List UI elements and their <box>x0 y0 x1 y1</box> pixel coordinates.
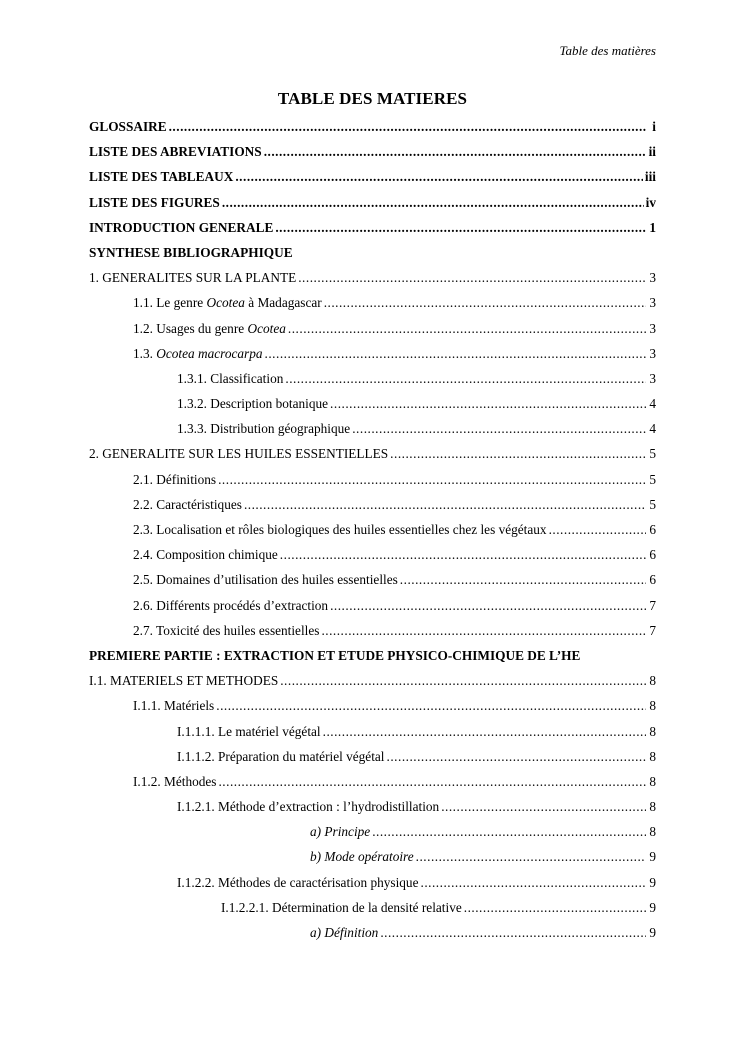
toc-entry[interactable] <box>89 142 656 167</box>
toc-entry-label: I.1.1.1. Le matériel végétal <box>177 723 321 739</box>
toc-entry-label: a) Principe <box>310 824 371 840</box>
running-header: Table des matières <box>559 43 656 58</box>
toc-entry-page-number: 5 <box>649 446 656 462</box>
toc-entry[interactable] <box>89 495 656 520</box>
leader-dots <box>324 293 646 313</box>
toc-entry[interactable] <box>89 722 656 747</box>
leader-dots <box>549 520 646 540</box>
toc-entry[interactable] <box>89 596 656 621</box>
leader-dots <box>321 621 646 641</box>
toc-entry-label: 2.7. Toxicité des huiles essentielles <box>133 622 320 638</box>
toc-entry-page-number: 5 <box>649 471 656 487</box>
toc-entry[interactable] <box>89 923 656 948</box>
toc-entry[interactable] <box>89 470 656 495</box>
toc-entry[interactable] <box>89 117 656 142</box>
toc-entry[interactable] <box>89 218 656 243</box>
toc-entry[interactable] <box>89 898 656 923</box>
leader-dots <box>265 344 646 364</box>
toc-entry-label: I.1.2.2.1. Détermination de la densité relative <box>221 899 462 915</box>
toc-entry-page-number: iii <box>644 169 656 185</box>
toc-entry-page-number: 6 <box>649 547 656 563</box>
toc-entry[interactable] <box>89 419 656 444</box>
toc-entry-label: 1.3. Ocotea macrocarpa <box>133 345 263 361</box>
leader-dots <box>280 671 646 691</box>
toc-entry-page-number: 7 <box>649 597 656 613</box>
toc-entry[interactable] <box>89 444 656 469</box>
page-title: TABLE DES MATIERES <box>277 89 468 108</box>
toc-entry-page-number: 3 <box>649 345 656 361</box>
toc-entry-label: LISTE DES FIGURES <box>89 194 220 210</box>
toc-entry-label: PREMIERE PARTIE : EXTRACTION ET ETUDE PHYSICO-CHIMIQUE DE L’HE <box>89 647 581 663</box>
toc-entry-page-number: 8 <box>649 748 656 764</box>
leader-dots <box>169 117 646 137</box>
toc-entry-label: I.1.2. Méthodes <box>133 773 217 789</box>
toc-entry-label: 1.3.3. Distribution géographique <box>177 421 351 437</box>
toc-entry[interactable] <box>89 822 656 847</box>
toc-entry-label: 1.3.1. Classification <box>177 370 284 386</box>
toc-entry-label: 1.3.2. Description botanique <box>177 396 329 412</box>
toc-entry[interactable] <box>89 394 656 419</box>
toc-entry[interactable] <box>89 646 656 671</box>
toc-entry-label: 2.5. Domaines d’utilisation des huiles essentielles <box>133 572 398 588</box>
toc-entry-page-number: 8 <box>649 698 656 714</box>
toc-entry-page-number: 3 <box>649 270 656 286</box>
toc-entry-label: I.1.1.2. Préparation du matériel végétal <box>177 748 385 764</box>
leader-dots <box>235 167 643 187</box>
toc-entry-label: 2.1. Définitions <box>133 471 217 487</box>
toc-entry-label: 1.1. Le genre Ocotea à Madagascar <box>133 295 322 311</box>
leader-dots <box>323 722 646 742</box>
toc-entry-page-number: 6 <box>649 572 656 588</box>
toc-entry-page-number: 8 <box>649 799 656 815</box>
toc-entry-page-number: 4 <box>649 396 656 412</box>
toc-entry-page-number: 4 <box>649 421 656 437</box>
leader-dots <box>330 596 646 616</box>
leader-dots <box>218 470 646 490</box>
leader-dots <box>352 419 646 439</box>
toc-entry[interactable] <box>89 772 656 797</box>
toc-entry[interactable] <box>89 193 656 218</box>
toc-entry-label: GLOSSAIRE <box>89 119 167 134</box>
leader-dots <box>330 394 646 414</box>
leader-dots <box>441 797 646 817</box>
leader-dots <box>285 369 646 389</box>
toc-entry-label: I.1.1. Matériels <box>133 698 215 714</box>
toc-entry[interactable] <box>89 570 656 595</box>
leader-dots <box>275 218 646 238</box>
toc-entry-label: I.1. MATERIELS ET METHODES <box>89 673 279 689</box>
leader-dots <box>421 873 647 893</box>
leader-dots <box>298 268 646 288</box>
leader-dots <box>464 898 646 918</box>
toc-entry[interactable] <box>89 797 656 822</box>
toc-entry-label: 2.6. Différents procédés d’extraction <box>133 597 329 613</box>
toc-entry[interactable] <box>89 319 656 344</box>
leader-dots <box>280 545 646 565</box>
table-of-contents <box>89 117 656 948</box>
toc-entry[interactable] <box>89 243 656 268</box>
toc-entry-label: LISTE DES ABREVIATIONS <box>89 144 262 160</box>
leader-dots <box>390 444 646 464</box>
toc-entry[interactable] <box>89 873 656 898</box>
toc-entry-page-number: 3 <box>649 295 656 311</box>
toc-entry[interactable] <box>89 520 656 545</box>
toc-entry[interactable] <box>89 671 656 696</box>
toc-entry-page-number: i <box>652 119 656 134</box>
toc-entry-page-number: 9 <box>649 925 656 940</box>
toc-entry[interactable] <box>89 545 656 570</box>
toc-entry[interactable] <box>89 747 656 772</box>
toc-entry[interactable] <box>89 621 656 646</box>
toc-entry-label: LISTE DES TABLEAUX <box>89 169 234 185</box>
leader-dots <box>288 319 646 339</box>
toc-entry[interactable] <box>89 344 656 369</box>
toc-entry[interactable] <box>89 696 656 721</box>
toc-entry-page-number: 8 <box>649 723 656 739</box>
toc-entry-page-number: 9 <box>649 899 656 915</box>
leader-dots <box>400 570 646 590</box>
toc-entry-label: SYNTHESE BIBLIOGRAPHIQUE <box>89 244 293 260</box>
leader-dots <box>216 696 646 716</box>
toc-entry[interactable] <box>89 847 656 872</box>
toc-entry-label: 2.2. Caractéristiques <box>133 496 242 512</box>
toc-entry-label: I.1.2.1. Méthode d’extraction : l’hydrodistillation <box>177 799 440 815</box>
leader-dots <box>244 495 646 515</box>
toc-entry-page-number: 3 <box>649 320 656 336</box>
toc-entry[interactable] <box>89 167 656 192</box>
toc-entry-label: 2.3. Localisation et rôles biologiques des huiles essentielles chez les végétaux <box>133 522 547 537</box>
toc-entry-page-number: 9 <box>649 849 656 865</box>
toc-entry-page-number: iv <box>645 194 656 210</box>
toc-entry-page-number: 3 <box>649 370 656 386</box>
toc-entry[interactable] <box>89 293 656 318</box>
toc-entry-label: 2.4. Composition chimique <box>133 547 278 563</box>
toc-entry-label: b) Mode opératoire <box>310 849 414 865</box>
toc-entry-page-number: 7 <box>649 622 656 638</box>
toc-entry-label: INTRODUCTION GENERALE <box>89 219 274 235</box>
toc-entry-page-number: 1 <box>649 219 656 235</box>
toc-entry-label: a) Définition <box>310 925 379 940</box>
toc-entry-page-number: 5 <box>649 496 656 512</box>
leader-dots <box>387 747 646 767</box>
leader-dots <box>264 142 646 162</box>
toc-entry-page-number: 8 <box>649 824 656 840</box>
toc-entry-label: I.1.2.2. Méthodes de caractérisation physique <box>177 874 419 890</box>
toc-entry-page-number: ii <box>648 144 656 160</box>
toc-entry-page-number: 9 <box>649 874 656 890</box>
leader-dots <box>218 772 646 792</box>
toc-entry-label: 1. GENERALITES SUR LA PLANTE <box>89 270 297 286</box>
toc-entry-page-number: 8 <box>649 773 656 789</box>
toc-entry[interactable] <box>89 369 656 394</box>
toc-entry[interactable] <box>89 268 656 293</box>
leader-dots <box>380 923 646 943</box>
toc-entry-label: 1.2. Usages du genre Ocotea <box>133 320 286 336</box>
leader-dots <box>372 822 646 842</box>
toc-entry-page-number: 6 <box>649 522 656 537</box>
leader-dots <box>222 193 644 213</box>
leader-dots <box>416 847 646 867</box>
toc-entry-label: 2. GENERALITE SUR LES HUILES ESSENTIELLES <box>89 446 389 462</box>
toc-entry-page-number: 8 <box>649 673 656 689</box>
